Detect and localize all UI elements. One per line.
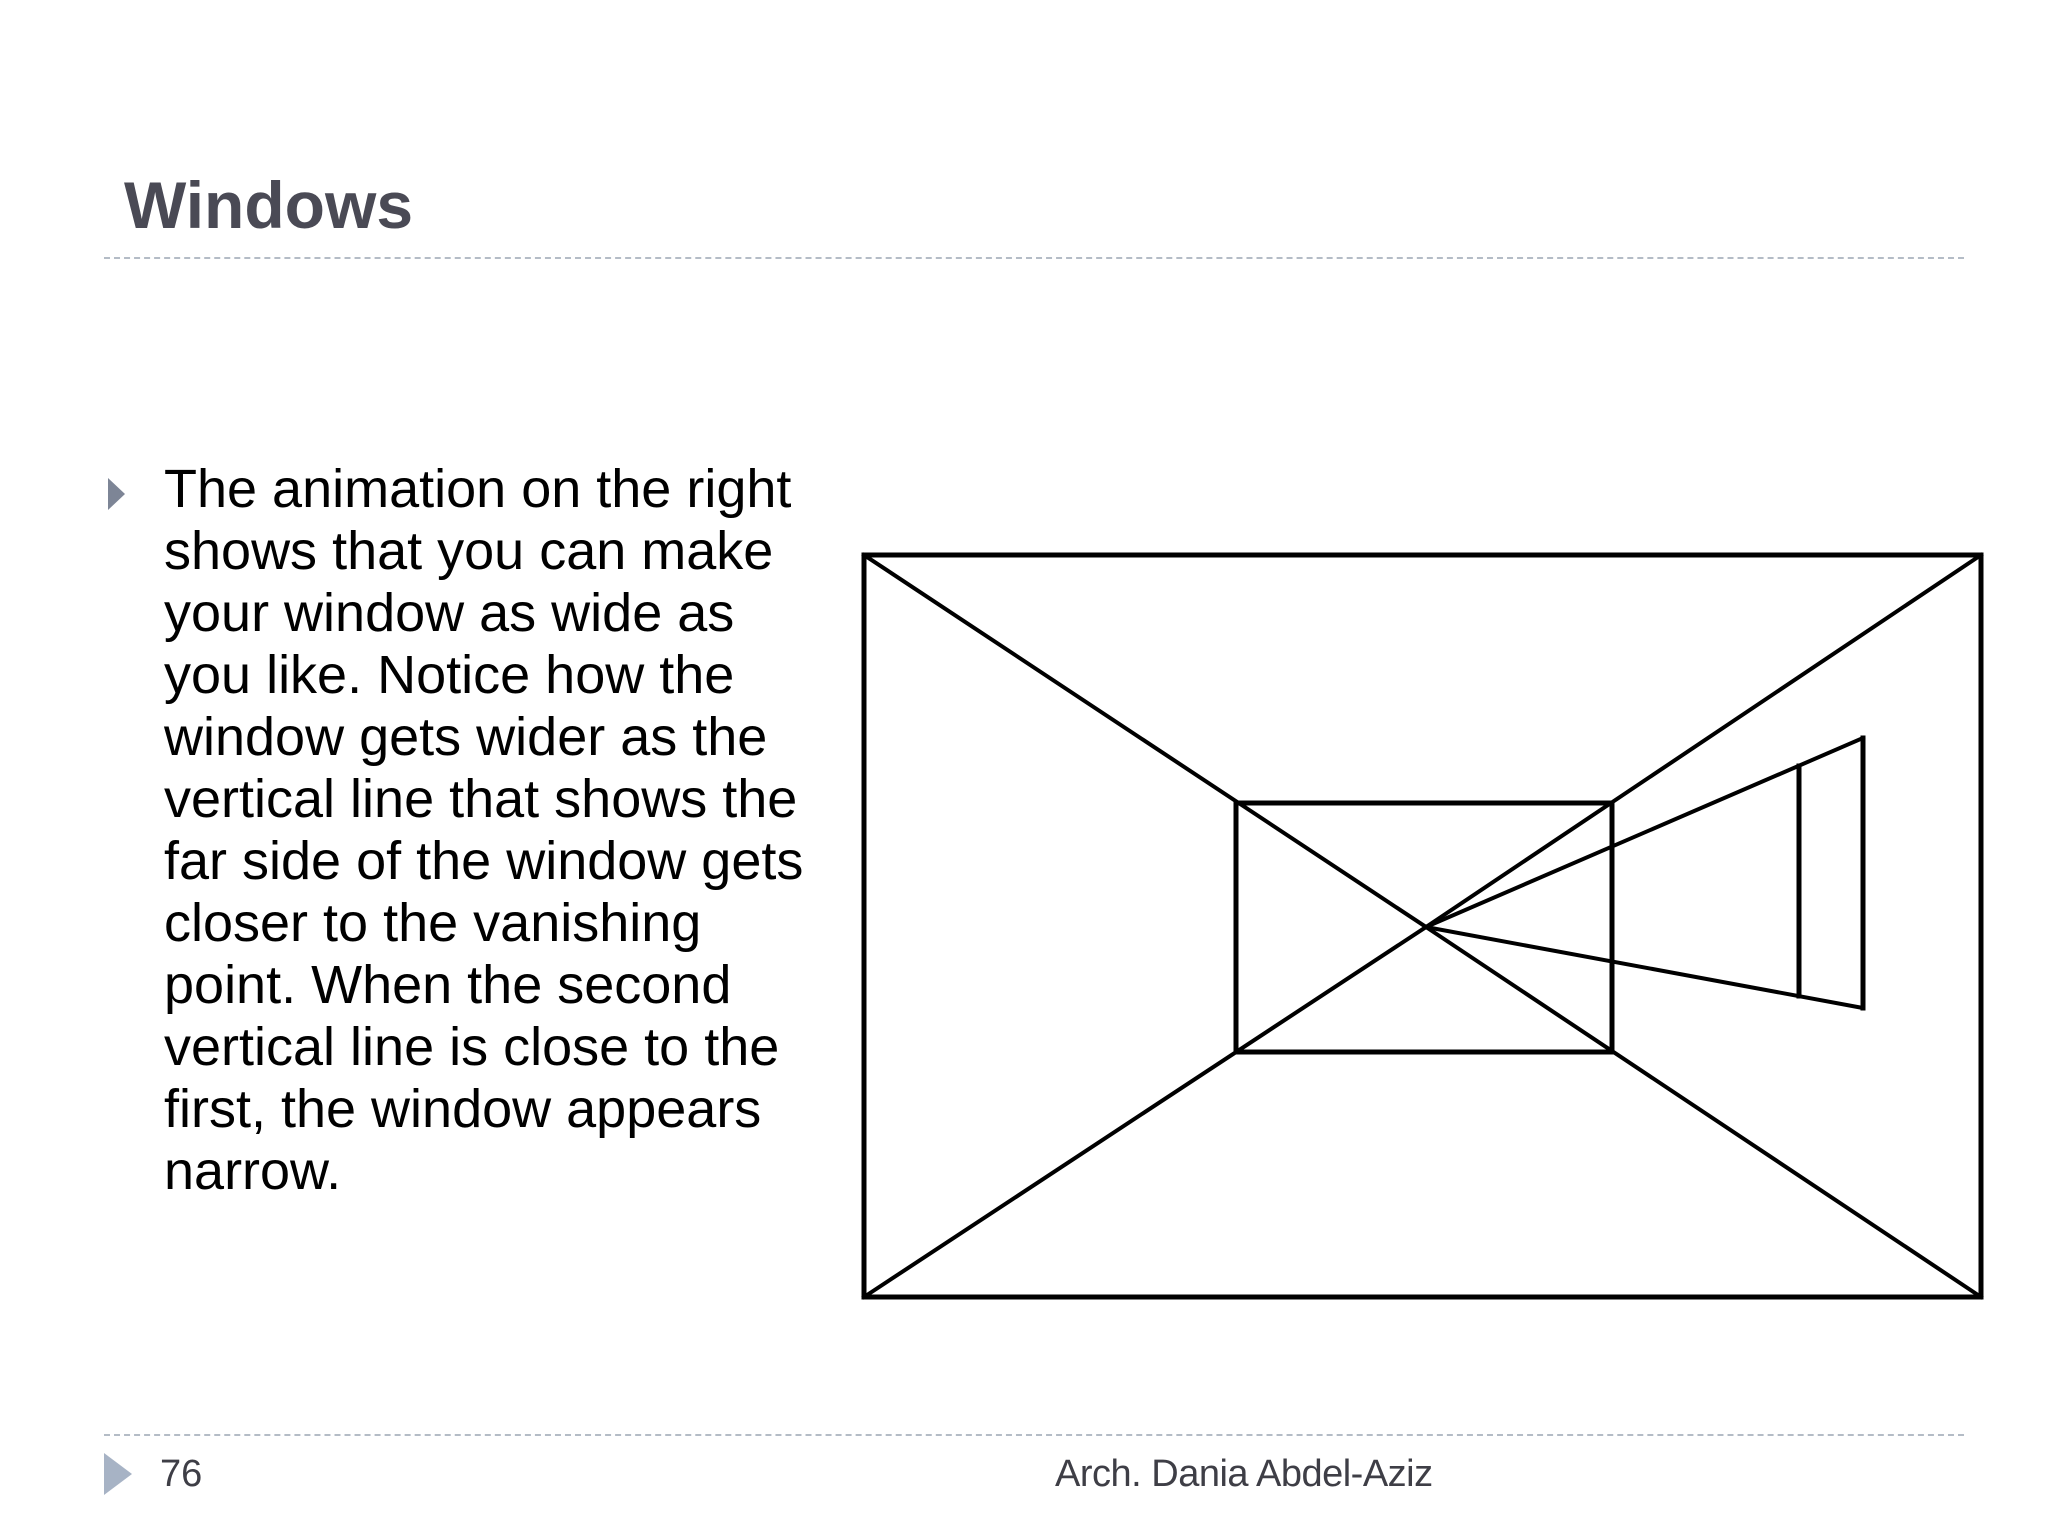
slide-title: Windows bbox=[124, 168, 414, 242]
diagonal-top-left bbox=[864, 555, 1426, 927]
diagonal-bottom-right bbox=[1426, 927, 1981, 1297]
footer-divider bbox=[104, 1434, 1964, 1436]
triangle-footer-icon bbox=[104, 1453, 132, 1495]
diagonal-top-right bbox=[1426, 555, 1981, 927]
page-number: 76 bbox=[160, 1453, 203, 1495]
footer-author: Arch. Dania Abdel-Aziz bbox=[1055, 1453, 1433, 1495]
diagonal-bottom-left bbox=[864, 927, 1426, 1297]
bullet-text: The animation on the right shows that you can make your window as wide as you like. Notice how the window gets wider as the vertical line that shows the far side of the window gets closer to the vanishing point. When the second vertical line is close to the first, the window appears narrow. bbox=[164, 459, 804, 1201]
